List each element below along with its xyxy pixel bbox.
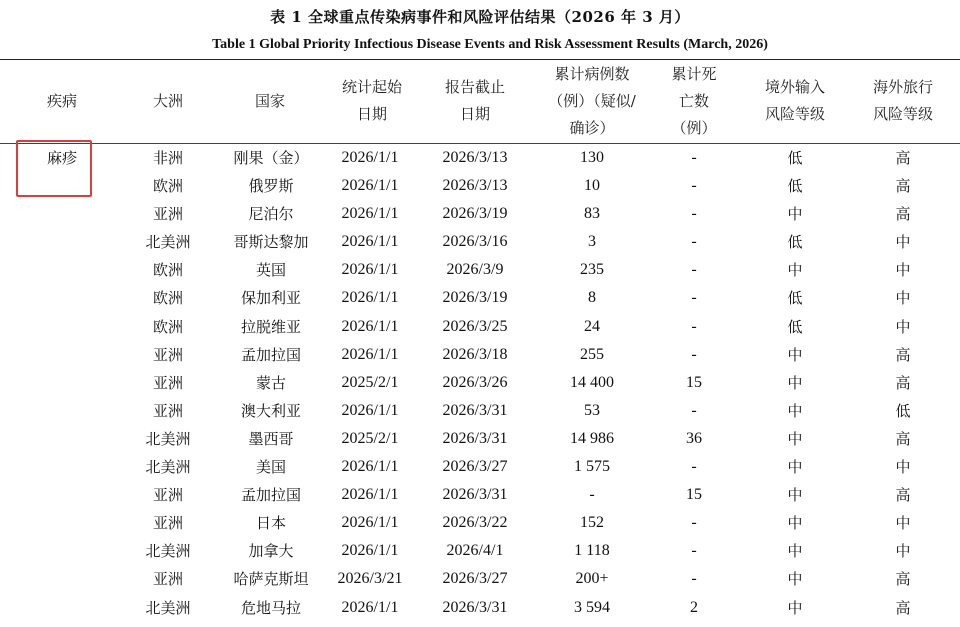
cell-start-date: 2026/1/1: [341, 486, 399, 504]
header-continent: [128, 60, 208, 142]
cell-start-date: 2026/1/1: [341, 345, 399, 363]
cell-continent: 北美洲: [145, 233, 191, 252]
table-row: [0, 565, 960, 593]
cell-country: 英国: [255, 261, 286, 280]
table-row: [0, 369, 960, 397]
cell-end-date: 2026/3/22: [442, 514, 508, 532]
cell-end-date: 2026/3/31: [442, 486, 508, 504]
cell-cases: 235: [580, 261, 604, 279]
table-row: [0, 509, 960, 537]
cell-disease: [22, 284, 102, 312]
cell-travel-risk: 高: [895, 149, 911, 167]
cell-disease: [22, 453, 102, 481]
cell-cases: 83: [584, 205, 600, 223]
cell-end-date: 2026/3/31: [442, 598, 508, 616]
cell-import-risk: 低: [787, 233, 803, 252]
cell-start-date: 2025/2/1: [341, 429, 399, 447]
cell-continent: 亚洲: [152, 570, 183, 589]
cell-travel-risk: 中: [895, 317, 911, 336]
cell-end-date: 2026/3/27: [442, 458, 508, 476]
cell-import-risk: 中: [787, 429, 803, 448]
cell-start-date: 2026/1/1: [341, 177, 399, 195]
cell-country: 刚果（金）: [233, 149, 309, 167]
cell-deaths: -: [691, 401, 697, 419]
cell-cases: 3: [588, 233, 596, 251]
cell-start-date: 2026/1/1: [341, 317, 399, 335]
cell-continent: 北美洲: [145, 598, 191, 617]
cell-country: 澳大利亚: [240, 401, 301, 420]
cell-deaths: -: [691, 570, 697, 588]
cell-end-date: 2026/3/13: [442, 149, 508, 166]
table-row: [0, 284, 960, 312]
cell-end-date: 2026/4/1: [446, 542, 504, 560]
cell-disease: [22, 313, 102, 341]
cell-continent: 欧洲: [152, 261, 183, 280]
cell-import-risk: 低: [787, 149, 803, 167]
cell-import-risk: 中: [787, 570, 803, 589]
header-deaths-line3: （例）: [671, 118, 717, 137]
cell-disease: [22, 200, 102, 228]
cell-end-date: 2026/3/9: [446, 261, 504, 279]
cell-disease: [22, 509, 102, 537]
cell-start-date: 2026/1/1: [341, 149, 399, 166]
cell-start-date: 2026/1/1: [341, 458, 399, 476]
cell-travel-risk: 中: [895, 233, 911, 252]
cell-import-risk: 中: [787, 514, 803, 533]
cell-continent: 欧洲: [152, 289, 183, 308]
cell-import-risk: 中: [787, 373, 803, 392]
table-row: [0, 397, 960, 425]
cell-import-risk: 中: [787, 486, 803, 505]
cell-cases: 10: [584, 177, 600, 195]
header-start-date: [330, 60, 414, 142]
table-row: [0, 228, 960, 256]
cell-import-risk: 中: [787, 345, 803, 364]
cell-end-date: 2026/3/19: [442, 205, 508, 223]
header-import-risk: [750, 60, 840, 142]
cell-continent: 非洲: [152, 149, 183, 167]
table-row: [0, 481, 960, 509]
cell-continent: 亚洲: [152, 205, 183, 224]
table-row: [0, 453, 960, 481]
cell-cases: 152: [580, 514, 604, 532]
cell-start-date: 2026/1/1: [341, 514, 399, 532]
header-deaths-line1: 累计死: [671, 64, 717, 83]
table-row: [0, 144, 960, 172]
cell-deaths: -: [691, 177, 697, 195]
cell-cases: 1 575: [574, 458, 610, 476]
cell-disease: [22, 481, 102, 509]
cell-deaths: 15: [686, 373, 702, 391]
header-cases-line3: 确诊）: [569, 118, 615, 137]
cell-country: 蒙古: [255, 373, 286, 392]
cell-end-date: 2026/3/31: [442, 401, 508, 419]
cell-deaths: -: [691, 458, 697, 476]
table-row: [0, 425, 960, 453]
table-title-chinese: 表 1 全球重点传染病事件和风险评估结果（2026 年 3 月）: [270, 8, 690, 26]
cell-country: 危地马拉: [240, 598, 301, 617]
cell-cases: 14 986: [570, 429, 614, 447]
table-row: [0, 594, 960, 622]
cell-import-risk: 中: [787, 205, 803, 224]
header-disease: [22, 60, 102, 142]
header-end-line1: 报告截止: [444, 78, 505, 96]
cell-travel-risk: 高: [895, 598, 911, 617]
cell-deaths: 2: [690, 598, 698, 616]
cell-travel-risk: 低: [895, 401, 911, 420]
header-cumulative-cases: [535, 60, 649, 142]
cell-cases: 255: [580, 345, 604, 363]
cell-start-date: 2026/3/21: [337, 570, 403, 588]
cell-start-date: 2026/1/1: [341, 205, 399, 223]
header-cases-line2: （例）（疑似/: [548, 91, 636, 110]
cell-disease: [22, 228, 102, 256]
cell-country: 孟加拉国: [240, 486, 301, 505]
header-travel-line1: 海外旅行: [872, 78, 933, 96]
cell-continent: 亚洲: [152, 486, 183, 505]
table-row: [0, 256, 960, 284]
header-country: [230, 60, 310, 142]
header-travel-line2: 风险等级: [872, 105, 933, 123]
header-end-date: [433, 60, 517, 142]
cell-continent: 欧洲: [152, 177, 183, 196]
header-travel-risk: [858, 60, 948, 142]
cell-disease: [22, 369, 102, 397]
cell-cases: 130: [580, 149, 604, 166]
cell-start-date: 2026/1/1: [341, 289, 399, 307]
cell-cases: 24: [584, 317, 600, 335]
cell-end-date: 2026/3/25: [442, 317, 508, 335]
cell-start-date: 2026/1/1: [341, 598, 399, 616]
cell-continent: 北美洲: [145, 542, 191, 561]
cell-end-date: 2026/3/16: [442, 233, 508, 251]
header-import-line1: 境外输入: [764, 78, 825, 96]
cell-cases: 14 400: [570, 373, 614, 391]
table-title-english: Table 1 Global Priority Infectious Disease Events and Risk Assessment Results (March, 2026): [212, 37, 768, 52]
cell-import-risk: 中: [787, 261, 803, 280]
cell-continent: 亚洲: [152, 401, 183, 420]
cell-cases: -: [589, 486, 595, 504]
cell-country: 俄罗斯: [248, 177, 294, 196]
cell-import-risk: 中: [787, 458, 803, 477]
cell-end-date: 2026/3/19: [442, 289, 508, 307]
cell-end-date: 2026/3/18: [442, 345, 508, 363]
cell-start-date: 2026/1/1: [341, 542, 399, 560]
cell-country: 墨西哥: [248, 429, 294, 448]
cell-end-date: 2026/3/26: [442, 373, 508, 391]
cell-travel-risk: 高: [895, 177, 911, 196]
cell-deaths: 36: [686, 429, 702, 447]
cell-end-date: 2026/3/31: [442, 429, 508, 447]
cell-deaths: -: [691, 233, 697, 251]
cell-country: 哥斯达黎加: [233, 233, 309, 252]
cell-deaths: -: [691, 149, 697, 166]
header-deaths-line2: 亡数: [678, 91, 709, 110]
cell-travel-risk: 中: [895, 458, 911, 477]
cell-deaths: -: [691, 514, 697, 532]
cell-country: 加拿大: [248, 542, 294, 561]
cell-import-risk: 低: [787, 177, 803, 196]
cell-disease: [22, 594, 102, 622]
table-row: [0, 172, 960, 200]
cell-travel-risk: 高: [895, 486, 911, 505]
cell-disease: [22, 397, 102, 425]
cell-travel-risk: 高: [895, 429, 911, 448]
cell-start-date: 2026/1/1: [341, 401, 399, 419]
cell-travel-risk: 高: [895, 345, 911, 364]
table-row: [0, 537, 960, 565]
cell-import-risk: 低: [787, 317, 803, 336]
header-end-line2: 日期: [459, 105, 490, 123]
cell-country: 日本: [255, 514, 286, 533]
cell-travel-risk: 高: [895, 205, 911, 224]
cell-country: 保加利亚: [240, 289, 301, 308]
table-row: [0, 200, 960, 228]
cell-country: 哈萨克斯坦: [233, 570, 309, 589]
cell-disease: 麻疹: [46, 149, 77, 167]
header-start-line1: 统计起始: [341, 78, 402, 96]
cell-continent: 亚洲: [152, 345, 183, 364]
cell-end-date: 2026/3/13: [442, 177, 508, 195]
cell-deaths: -: [691, 261, 697, 279]
cell-continent: 欧洲: [152, 317, 183, 336]
cell-disease: [22, 565, 102, 593]
cell-country: 孟加拉国: [240, 345, 301, 364]
cell-continent: 亚洲: [152, 514, 183, 533]
cell-disease: [22, 256, 102, 284]
header-disease-label: 疾病: [46, 91, 77, 110]
cell-end-date: 2026/3/27: [442, 570, 508, 588]
cell-deaths: -: [691, 542, 697, 560]
cell-deaths: -: [691, 317, 697, 335]
disease-highlight-box: [16, 140, 92, 197]
cell-country: 美国: [255, 458, 286, 477]
cell-cases: 53: [584, 401, 600, 419]
cell-deaths: 15: [686, 486, 702, 504]
table-row: [0, 313, 960, 341]
cell-continent: 北美洲: [145, 429, 191, 448]
cell-deaths: -: [691, 345, 697, 363]
cell-continent: 亚洲: [152, 373, 183, 392]
table-body: [0, 144, 960, 622]
cell-travel-risk: 中: [895, 514, 911, 533]
cell-continent: 北美洲: [145, 458, 191, 477]
table-row: [0, 341, 960, 369]
cell-start-date: 2026/1/1: [341, 261, 399, 279]
header-cases-line1: 累计病例数: [554, 64, 630, 83]
cell-disease: [22, 425, 102, 453]
header-cumulative-deaths: [660, 60, 728, 142]
cell-cases: 8: [588, 289, 596, 307]
cell-disease: [22, 341, 102, 369]
cell-import-risk: 低: [787, 289, 803, 308]
cell-travel-risk: 高: [895, 373, 911, 392]
header-country-label: 国家: [254, 91, 285, 110]
cell-travel-risk: 中: [895, 289, 911, 308]
cell-travel-risk: 中: [895, 261, 911, 280]
header-import-line2: 风险等级: [764, 105, 825, 123]
header-start-line2: 日期: [356, 105, 387, 123]
cell-country: 拉脱维亚: [240, 317, 301, 336]
cell-disease: [22, 537, 102, 565]
cell-deaths: -: [691, 205, 697, 223]
cell-travel-risk: 中: [895, 542, 911, 561]
cell-import-risk: 中: [787, 598, 803, 617]
cell-travel-risk: 高: [895, 570, 911, 589]
cell-start-date: 2025/2/1: [341, 373, 399, 391]
cell-deaths: -: [691, 289, 697, 307]
cell-cases: 1 118: [574, 542, 610, 560]
cell-start-date: 2026/1/1: [341, 233, 399, 251]
cell-import-risk: 中: [787, 542, 803, 561]
cell-cases: 3 594: [574, 598, 610, 616]
cell-country: 尼泊尔: [248, 205, 294, 224]
cell-import-risk: 中: [787, 401, 803, 420]
header-continent-label: 大洲: [152, 91, 183, 110]
cell-cases: 200+: [575, 570, 609, 588]
